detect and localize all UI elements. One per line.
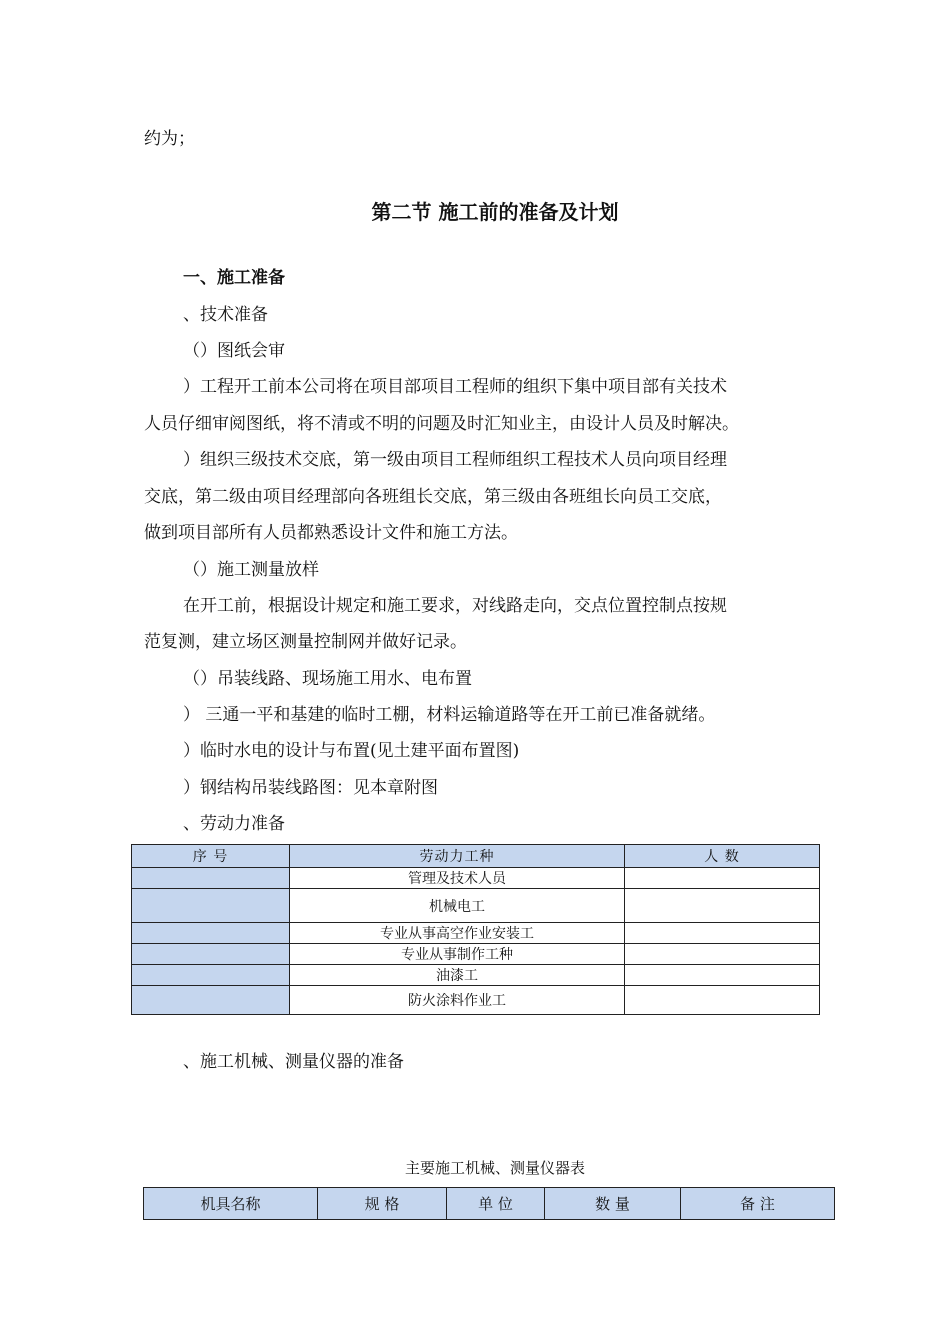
- headcount-cell: [625, 889, 820, 923]
- column-header: 序 号: [132, 845, 290, 868]
- subheading-tech-prep: 、技术准备: [183, 305, 268, 325]
- column-header: 人 数: [625, 845, 820, 868]
- table-row: [132, 965, 820, 986]
- labor-type-cell: 专业从事高空作业安装工: [290, 923, 625, 944]
- paragraph-line: ）组织三级技术交底，第一级由项目工程师组织工程技术人员向项目经理: [183, 450, 727, 470]
- paragraph-line: ）钢结构吊装线路图：见本章附图: [183, 778, 438, 798]
- item-drawing-review: （）图纸会审: [183, 341, 285, 361]
- paragraph-line: 交底，第二级由项目经理部向各班组长交底，第三级由各班组长向员工交底，: [144, 487, 722, 507]
- labor-type-cell: 管理及技术人员: [290, 868, 625, 889]
- table-header-row: [132, 845, 820, 868]
- paragraph-line: ）临时水电的设计与布置(见土建平面布置图): [183, 741, 520, 761]
- labor-type-cell: 防火涂料作业工: [290, 986, 625, 1015]
- paragraph-line: 范复测，建立场区测量控制网并做好记录。: [144, 632, 467, 652]
- row-number-cell: [132, 889, 290, 923]
- labor-type-cell: 油漆工: [290, 965, 625, 986]
- column-header: 数 量: [545, 1188, 681, 1220]
- headcount-cell: [625, 868, 820, 889]
- item-survey: （）施工测量放样: [183, 560, 319, 580]
- labor-table: [131, 844, 820, 1015]
- headcount-cell: [625, 965, 820, 986]
- paragraph-line: 人员仔细审阅图纸，将不清或不明的问题及时汇知业主，由设计人员及时解决。: [144, 414, 739, 434]
- text-line-1: 约为；: [144, 129, 195, 149]
- column-header: 单 位: [447, 1188, 545, 1220]
- headcount-cell: [625, 923, 820, 944]
- table-row: [132, 889, 820, 923]
- paragraph-line: 做到项目部所有人员都熟悉设计文件和施工方法。: [144, 523, 518, 543]
- headcount-cell: [625, 944, 820, 965]
- equipment-table: [143, 1187, 835, 1220]
- table-row: [132, 923, 820, 944]
- paragraph-line: ）工程开工前本公司将在项目部项目工程师的组织下集中项目部有关技术: [183, 377, 727, 397]
- table-row: [132, 868, 820, 889]
- column-header: 备 注: [681, 1188, 835, 1220]
- labor-type-cell: 机械电工: [290, 889, 625, 923]
- row-number-cell: [132, 944, 290, 965]
- subheading-equipment-prep: 、施工机械、测量仪器的准备: [183, 1052, 404, 1072]
- row-number-cell: [132, 923, 290, 944]
- headcount-cell: [625, 986, 820, 1015]
- heading-construction-prep: 一、施工准备: [183, 268, 285, 288]
- row-number-cell: [132, 868, 290, 889]
- row-number-cell: [132, 965, 290, 986]
- column-header: 劳动力工种: [290, 845, 625, 868]
- subheading-labor-prep: 、劳动力准备: [183, 814, 285, 834]
- row-number-cell: [132, 986, 290, 1015]
- section-title: 第二节 施工前的准备及计划: [371, 200, 619, 224]
- item-lifting-layout: （）吊装线路、现场施工用水、电布置: [183, 669, 472, 689]
- paragraph-line: 在开工前，根据设计规定和施工要求，对线路走向，交点位置控制点按规: [183, 596, 727, 616]
- column-header: 规 格: [318, 1188, 447, 1220]
- table-header-row: [144, 1188, 835, 1220]
- equipment-table-caption: 主要施工机械、测量仪器表: [404, 1159, 585, 1177]
- table-row: [132, 986, 820, 1015]
- paragraph-line: ） 三通一平和基建的临时工棚，材料运输道路等在开工前已准备就绪。: [183, 705, 716, 725]
- labor-type-cell: 专业从事制作工种: [290, 944, 625, 965]
- table-row: [132, 944, 820, 965]
- column-header: 机具名称: [144, 1188, 318, 1220]
